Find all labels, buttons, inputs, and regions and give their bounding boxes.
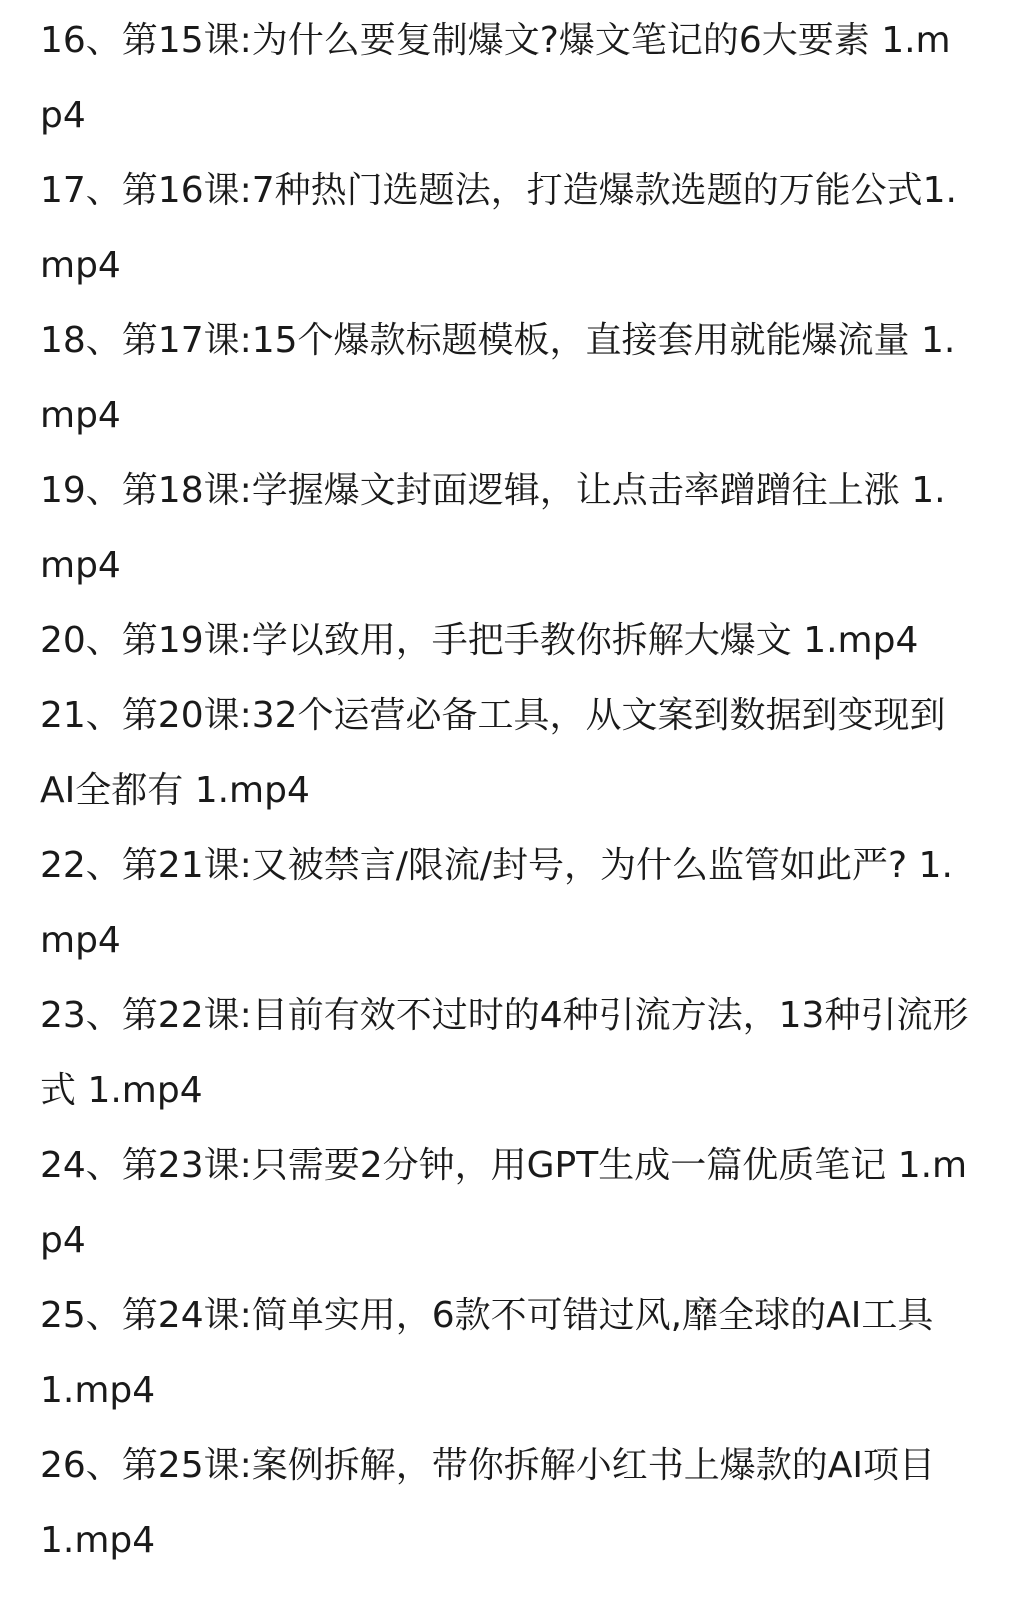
course-line: mp4 [40, 920, 121, 961]
course-line: 式 1.mp4 [40, 1070, 203, 1111]
course-line: mp4 [40, 545, 121, 586]
course-line: p4 [40, 1220, 86, 1261]
course-line: AI全都有 1.mp4 [40, 770, 310, 811]
course-line: 22、第21课:又被禁言/限流/封号，为什么监管如此严? 1. [40, 845, 953, 886]
course-line: p4 [40, 95, 86, 136]
course-line: 1.mp4 [40, 1520, 156, 1561]
course-line: 24、第23课:只需要2分钟，用GPT生成一篇优质笔记 1.m [40, 1145, 968, 1186]
course-line: 19、第18课:学握爆文封面逻辑，让点击率蹭蹭往上涨 1. [40, 470, 946, 511]
course-line: 23、第22课:目前有效不过时的4种引流方法，13种引流形 [40, 995, 969, 1036]
course-line: 20、第19课:学以致用，手把手教你拆解大爆文 1.mp4 [40, 620, 919, 661]
course-line: 18、第17课:15个爆款标题模板，直接套用就能爆流量 1. [40, 320, 956, 361]
course-line: 17、第16课:7种热门选题法，打造爆款选题的万能公式1. [40, 170, 957, 211]
course-line: 1.mp4 [40, 1370, 156, 1411]
course-line: 21、第20课:32个运营必备工具，从文案到数据到变现到 [40, 695, 946, 736]
course-line: 16、第15课:为什么要复制爆文?爆文笔记的6大要素 1.m [40, 20, 951, 61]
course-line: 26、第25课:案例拆解，带你拆解小红书上爆款的AI项目 [40, 1445, 935, 1486]
course-line: mp4 [40, 245, 121, 286]
course-line: mp4 [40, 395, 121, 436]
course-line: 25、第24课:简单实用，6款不可错过风,靡全球的AI工具 [40, 1295, 934, 1336]
